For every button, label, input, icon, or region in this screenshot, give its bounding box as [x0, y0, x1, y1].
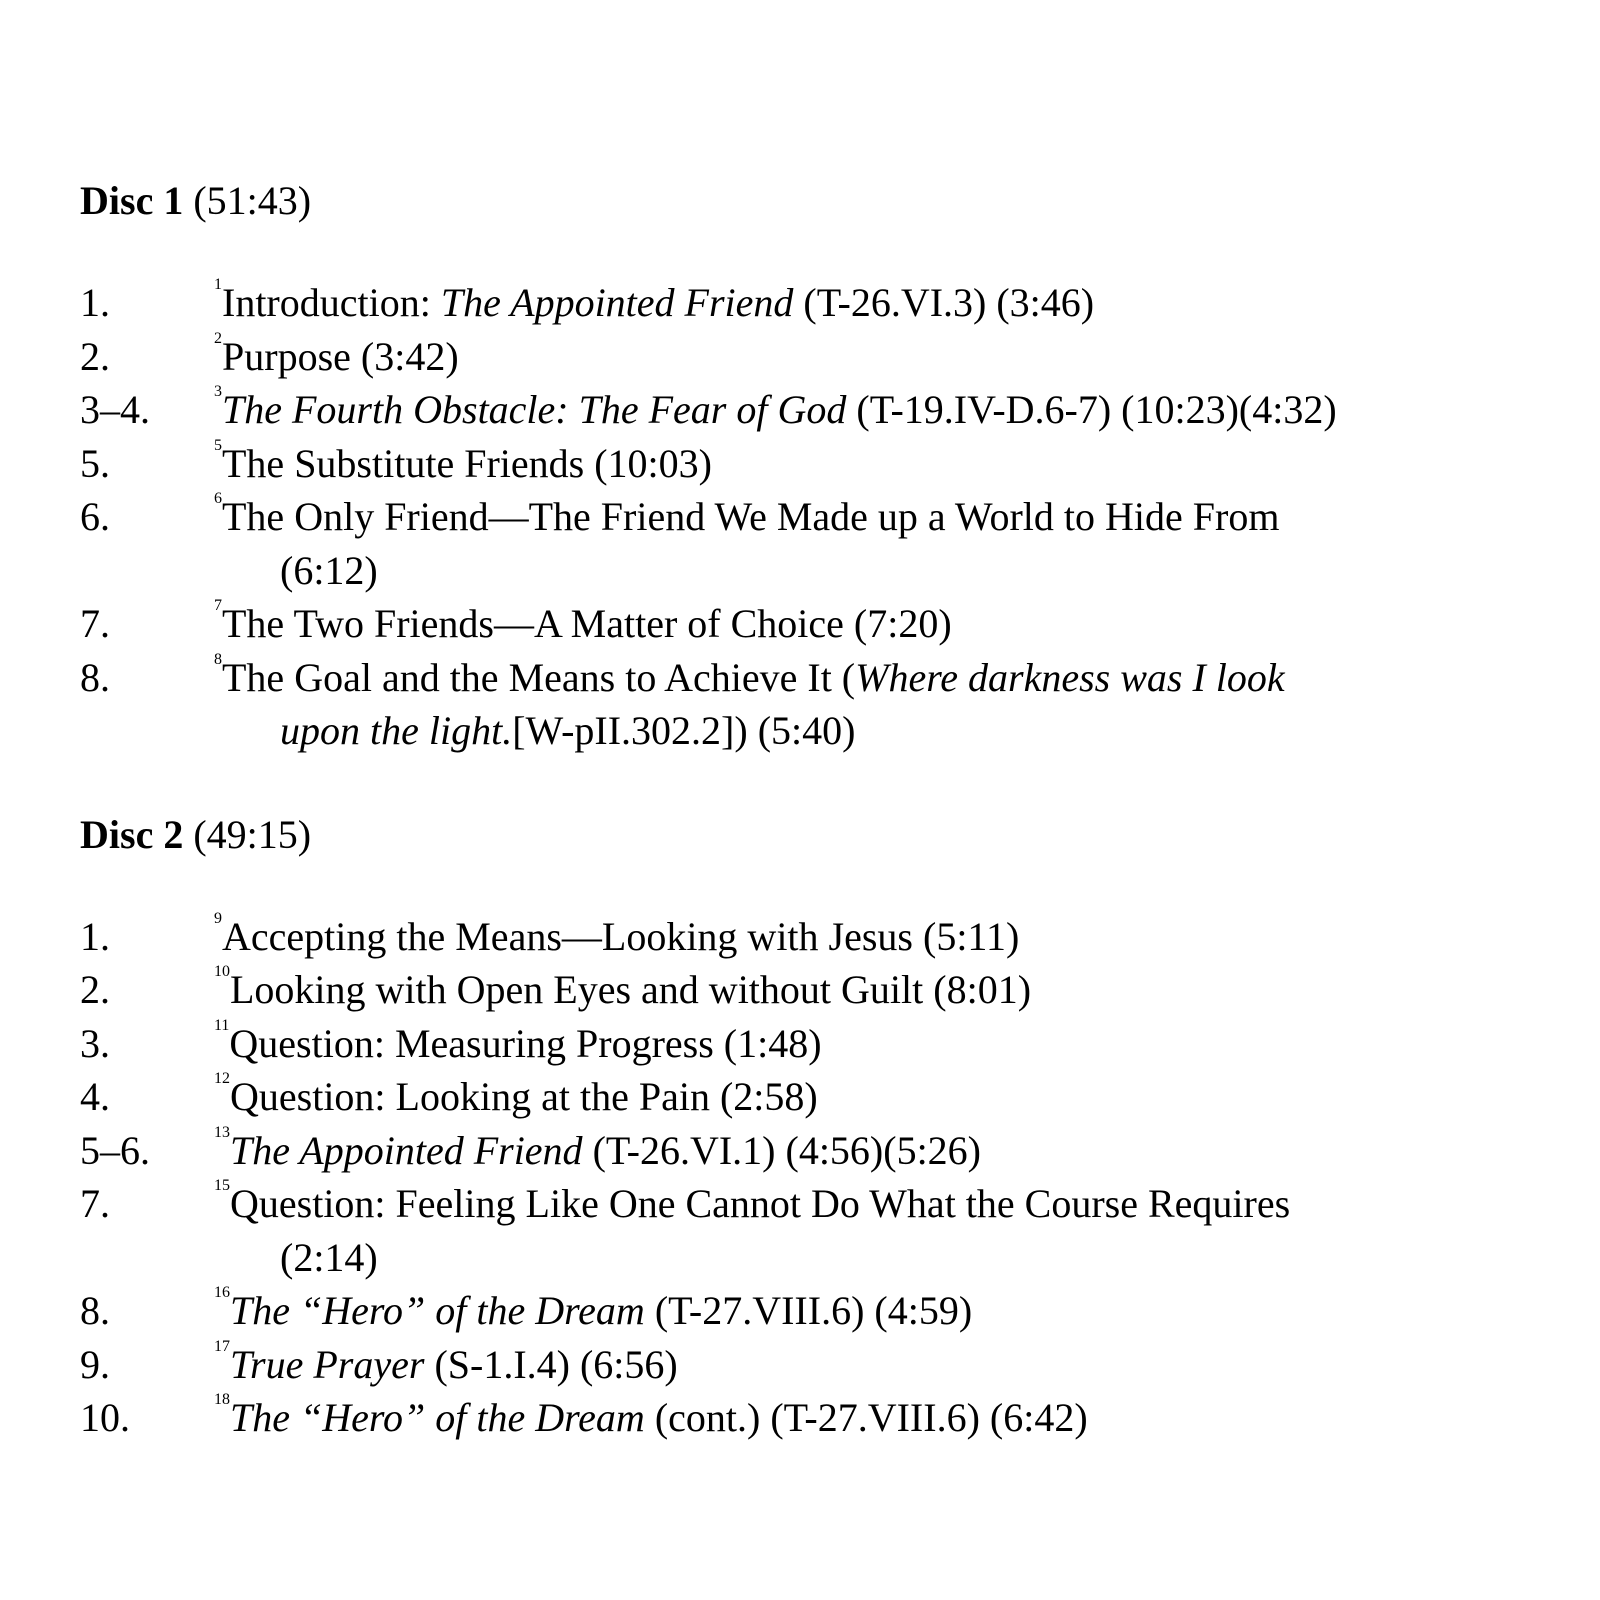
track-row — [80, 330, 1580, 384]
track-title-text: (T-26.VI.1) (4:56)(5:26) — [582, 1127, 981, 1173]
track-title-line — [214, 597, 1580, 651]
footnote-marker: 1 — [214, 276, 222, 293]
track-title-text: Question: Looking at the Pain (2:58) — [230, 1074, 818, 1119]
track-title-continuation — [214, 544, 1580, 598]
footnote-marker: 11 — [214, 1016, 230, 1034]
track-title — [214, 276, 1580, 330]
track-number: 5–6. — [80, 1127, 150, 1173]
footnote-marker: 8 — [214, 650, 222, 668]
footnote-marker: 15 — [214, 1177, 230, 1194]
track-title — [214, 1017, 1580, 1071]
disc-1-track-list — [80, 276, 1580, 758]
track-title — [214, 1284, 1580, 1338]
track-row — [80, 1284, 1580, 1338]
track-row — [80, 1338, 1580, 1392]
track-number: 10. — [80, 1395, 130, 1440]
track-title — [214, 1338, 1580, 1392]
track-title-italic: The Appointed Friend — [440, 280, 794, 325]
footnote-marker: 12 — [214, 1070, 230, 1087]
track-title — [214, 910, 1580, 964]
track-title-text: The Only Friend—The Friend We Made up a World to Hide From — [222, 494, 1280, 539]
footnote-marker: 17 — [214, 1337, 230, 1355]
track-title-text: Looking with Open Eyes and without Guilt (8:01) — [230, 967, 1032, 1012]
track-title-italic: Where darkness was I look — [855, 654, 1285, 700]
track-title-line — [214, 490, 1580, 544]
track-number: 8. — [80, 1288, 110, 1333]
track-number: 1. — [80, 913, 110, 959]
track-number: 1. — [80, 280, 110, 325]
track-title-text: (T-26.VI.3) (3:46) — [793, 280, 1095, 325]
track-number: 3–4. — [80, 387, 150, 432]
track-row — [80, 1391, 1580, 1445]
track-number: 2. — [80, 967, 110, 1012]
track-title-text: Accepting the Means—Looking with Jesus (5:11) — [222, 913, 1020, 959]
track-title-text: (2:14) — [280, 1234, 378, 1280]
track-title — [214, 651, 1580, 758]
track-title — [214, 1124, 1580, 1178]
track-title — [214, 963, 1580, 1017]
track-title-text: Question: Feeling Like One Cannot Do What the Course Requires — [230, 1181, 1291, 1226]
track-title-line — [214, 1284, 1580, 1338]
track-title-line — [214, 651, 1580, 705]
track-title-text: The Goal and the Means to Achieve It ( — [222, 654, 856, 700]
footnote-marker: 3 — [214, 383, 222, 400]
track-title-text: Question: Measuring Progress (1:48) — [229, 1020, 822, 1066]
track-number: 5. — [80, 440, 110, 486]
track-title — [214, 1177, 1580, 1284]
track-row — [80, 490, 1580, 597]
disc-2-header — [80, 806, 1580, 864]
track-title-line — [214, 1070, 1580, 1124]
track-row — [80, 1124, 1580, 1178]
footnote-marker: 6 — [214, 490, 222, 507]
track-title-italic: upon the light. — [280, 708, 513, 753]
track-title-line — [214, 276, 1580, 330]
track-listing — [80, 172, 1580, 1445]
track-title-line — [214, 910, 1580, 964]
track-title-text: Introduction: — [222, 280, 441, 325]
track-row — [80, 651, 1580, 758]
disc-1-header — [80, 172, 1580, 230]
footnote-marker: 7 — [214, 597, 222, 614]
track-title-italic: True Prayer — [230, 1341, 425, 1387]
track-number: 3. — [80, 1020, 110, 1066]
track-number: 7. — [80, 601, 110, 646]
track-title-line — [214, 1338, 1580, 1392]
track-number: 8. — [80, 654, 110, 700]
track-title-italic: The Fourth Obstacle: The Fear of God — [222, 387, 847, 432]
track-title-text: [W-pII.302.2]) (5:40) — [512, 708, 856, 753]
track-title — [214, 490, 1580, 597]
disc-title: Disc 1 — [80, 178, 184, 223]
footnote-marker: 18 — [214, 1391, 230, 1408]
track-title — [214, 597, 1580, 651]
footnote-marker: 9 — [214, 909, 222, 927]
track-row — [80, 597, 1580, 651]
track-row — [80, 383, 1580, 437]
footnote-marker: 16 — [214, 1284, 230, 1301]
track-title-text: (6:12) — [280, 547, 378, 593]
footnote-marker: 5 — [214, 436, 222, 454]
track-title — [214, 383, 1580, 437]
track-title-italic: The “Hero” of the Dream — [230, 1288, 645, 1333]
track-title-text: (cont.) (T-27.VIII.6) (6:42) — [644, 1395, 1088, 1440]
footnote-marker: 2 — [214, 329, 222, 347]
track-title-italic: The “Hero” of the Dream — [230, 1395, 645, 1440]
track-title-line — [214, 437, 1580, 491]
track-number: 6. — [80, 494, 110, 539]
disc-duration: (51:43) — [193, 178, 312, 223]
track-title-line — [214, 963, 1580, 1017]
disc-2-track-list — [80, 910, 1580, 1445]
track-row — [80, 276, 1580, 330]
track-title-text: (S-1.I.4) (6:56) — [424, 1341, 678, 1387]
track-row — [80, 1017, 1580, 1071]
track-title-text: (T-19.IV-D.6-7) (10:23)(4:32) — [846, 387, 1337, 432]
track-title-italic: The Appointed Friend — [230, 1127, 583, 1173]
track-title-line — [214, 330, 1580, 384]
track-title — [214, 437, 1580, 491]
track-title-line — [214, 383, 1580, 437]
track-title-line — [214, 1017, 1580, 1071]
track-row — [80, 1070, 1580, 1124]
footnote-marker: 13 — [214, 1123, 230, 1141]
footnote-marker: 10 — [214, 963, 230, 980]
disc-duration: (49:15) — [193, 811, 312, 857]
track-row — [80, 437, 1580, 491]
track-title-line — [214, 1124, 1580, 1178]
track-title — [214, 330, 1580, 384]
track-row — [80, 1177, 1580, 1284]
track-title-continuation — [214, 1231, 1580, 1285]
track-row — [80, 963, 1580, 1017]
track-title-text: The Two Friends—A Matter of Choice (7:20) — [222, 601, 952, 646]
track-title-text: The Substitute Friends (10:03) — [222, 440, 712, 486]
track-title-continuation — [214, 704, 1580, 758]
track-title — [214, 1070, 1580, 1124]
track-number: 2. — [80, 333, 110, 379]
track-row — [80, 910, 1580, 964]
track-title-line — [214, 1391, 1580, 1445]
disc-title: Disc 2 — [80, 811, 184, 857]
track-number: 4. — [80, 1074, 110, 1119]
track-number: 7. — [80, 1181, 110, 1226]
track-number: 9. — [80, 1341, 110, 1387]
track-title-text: Purpose (3:42) — [222, 333, 459, 379]
track-title-line — [214, 1177, 1580, 1231]
track-title — [214, 1391, 1580, 1445]
track-title-text: (T-27.VIII.6) (4:59) — [644, 1288, 973, 1333]
